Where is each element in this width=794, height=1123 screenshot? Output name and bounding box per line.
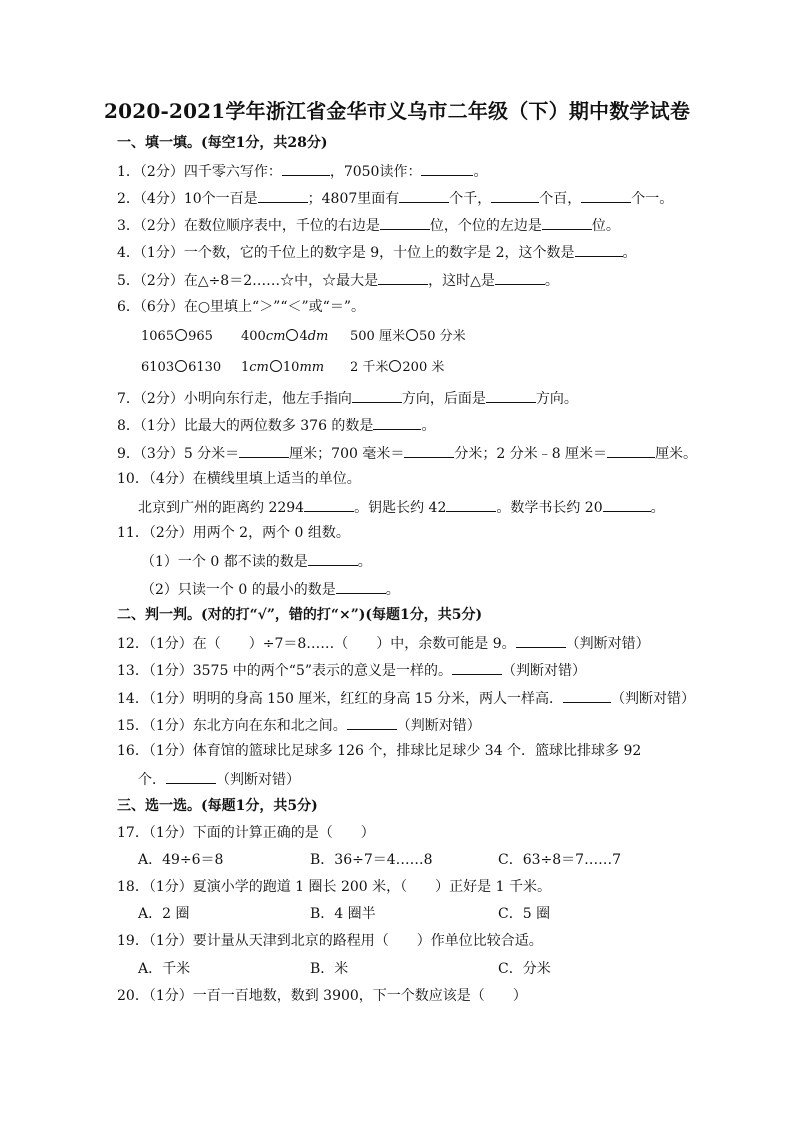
section-judge-heading: 二、判一判。(对的打“√”，错的打“×”)(每题1分，共5分) xyxy=(117,607,483,623)
question-16: 16．（1分）体育馆的篮球比足球多 126 个，排球比足球少 34 个．篮球比排球多 92 xyxy=(117,743,642,759)
compare-item: 1065 965 xyxy=(141,329,213,344)
compare-item: 500 厘米 50 分米 xyxy=(350,329,466,344)
question-15: 15．（1分）东北方向在东和北之间。 （判断对错） xyxy=(117,715,481,735)
answer-blank[interactable] xyxy=(542,215,592,230)
question-3: 3．（2分）在数位顺序表中，千位的右边是 位，个位的左边是 位。 xyxy=(117,215,620,235)
option-c[interactable]: C．分米 xyxy=(498,961,551,977)
section-fill-in-heading: 一、填一填。(每空1分，共28分) xyxy=(117,135,328,151)
question-10-items: 北京到广州的距离约 2294 。钥匙长约 42 。数学书长约 20 。 xyxy=(138,497,665,517)
question-10: 10．（4分）在横线里填上适当的单位。 xyxy=(117,471,361,487)
answer-blank[interactable] xyxy=(347,715,397,730)
option-c[interactable]: C．63÷8＝7……7 xyxy=(498,852,621,868)
section-choose-heading: 三、选一选。(每题1分，共5分) xyxy=(117,798,318,814)
option-a[interactable]: A．49÷6＝8 xyxy=(138,852,224,868)
answer-blank[interactable] xyxy=(575,242,623,257)
question-11: 11．（2分）用两个 2，两个 0 组数。 xyxy=(117,525,350,541)
question-20: 20．（1分）一百一百地数，数到 3900，下一个数应该是（ ） xyxy=(117,988,527,1004)
option-c[interactable]: C．5 圈 xyxy=(498,906,551,922)
compare-circle[interactable] xyxy=(270,360,282,372)
answer-blank[interactable] xyxy=(491,188,539,203)
compare-circle[interactable] xyxy=(286,329,298,341)
question-12: 12．（1分）在（ ）÷7＝8……（ ）中，余数可能是 9。 （判断对错） xyxy=(117,633,650,653)
answer-blank[interactable] xyxy=(239,443,289,458)
question-6: 6．（6分）在○里填上“＞”“＜”或“＝”。 xyxy=(117,299,365,315)
question-5: 5．（2分）在△÷8＝2……☆中，☆最大是 ，这时△是 。 xyxy=(117,270,559,290)
answer-blank[interactable] xyxy=(336,579,386,594)
question-9: 9．（3分）5 分米＝ 厘米；700 毫米＝ 分米；2 分米﹣8 厘米＝ 厘米。 xyxy=(117,443,697,463)
exam-title: 2020-2021学年浙江省金华市义乌市二年级（下）期中数学试卷 xyxy=(103,99,691,123)
answer-blank[interactable] xyxy=(486,388,536,403)
compare-item: 6103 6130 xyxy=(141,360,222,375)
option-a[interactable]: A．2 圈 xyxy=(138,906,190,922)
compare-item: 2 千米 200 米 xyxy=(350,360,445,375)
option-b[interactable]: B．36÷7＝4……8 xyxy=(310,852,433,868)
answer-blank[interactable] xyxy=(308,551,358,566)
answer-blank[interactable] xyxy=(304,497,354,512)
option-b[interactable]: B．4 圈半 xyxy=(310,906,376,922)
answer-blank[interactable] xyxy=(404,443,454,458)
answer-blank[interactable] xyxy=(258,188,308,203)
answer-blank[interactable] xyxy=(607,443,655,458)
answer-blank[interactable] xyxy=(373,415,421,430)
answer-blank[interactable] xyxy=(378,270,428,285)
compare-circle[interactable] xyxy=(406,329,418,341)
question-19: 19．（1分）要计量从天津到北京的路程用（ ）作单位比较合适。 xyxy=(117,933,543,949)
answer-blank[interactable] xyxy=(603,497,651,512)
question-2: 2．（4分）10个一百是 ；4807里面有 个千， 个百， 个一。 xyxy=(117,188,673,208)
question-16-continued: 个． （判断对错） xyxy=(138,769,300,789)
question-4: 4．（1分）一个数，它的千位上的数字是 9，十位上的数字是 2，这个数是 。 xyxy=(117,242,637,262)
answer-blank[interactable] xyxy=(495,270,545,285)
compare-item: 400cm 4dm xyxy=(241,329,329,344)
question-11-part-1: （1）一个 0 都不读的数是 。 xyxy=(141,551,372,571)
option-a[interactable]: A．千米 xyxy=(138,961,191,977)
answer-blank[interactable] xyxy=(452,660,502,675)
answer-blank[interactable] xyxy=(399,188,449,203)
answer-blank[interactable] xyxy=(421,161,473,176)
answer-blank[interactable] xyxy=(282,161,330,176)
compare-circle[interactable] xyxy=(389,360,401,372)
answer-blank[interactable] xyxy=(352,388,402,403)
answer-blank[interactable] xyxy=(581,188,631,203)
answer-blank[interactable] xyxy=(166,769,216,784)
answer-blank[interactable] xyxy=(516,633,566,648)
question-13: 13．（1分）3575 中的两个“5”表示的意义是一样的。 （判断对错） xyxy=(117,660,586,680)
question-14: 14．（1分）明明的身高 150 厘米，红红的身高 15 分米，两人一样高． （判断对错） xyxy=(117,688,695,708)
compare-item: 1cm 10mm xyxy=(241,360,325,375)
question-17: 17．（1分）下面的计算正确的是（ ） xyxy=(117,825,375,841)
question-7: 7．（2分）小明向东行走，他左手指向 方向，后面是 方向。 xyxy=(117,388,578,408)
option-b[interactable]: B．米 xyxy=(310,961,349,977)
answer-blank[interactable] xyxy=(380,215,430,230)
question-11-part-2: （2）只读一个 0 的最小的数是 。 xyxy=(141,579,400,599)
question-1: 1．（2分）四千零六写作： ，7050读作： 。 xyxy=(117,161,487,181)
answer-blank[interactable] xyxy=(563,688,611,703)
compare-circle[interactable] xyxy=(175,360,187,372)
question-8: 8．（1分）比最大的两位数多 376 的数是 。 xyxy=(117,415,435,435)
answer-blank[interactable] xyxy=(446,497,496,512)
compare-circle[interactable] xyxy=(175,329,187,341)
question-18: 18．（1分）夏演小学的跑道 1 圈长 200 米，（ ）正好是 1 千米。 xyxy=(117,879,551,895)
